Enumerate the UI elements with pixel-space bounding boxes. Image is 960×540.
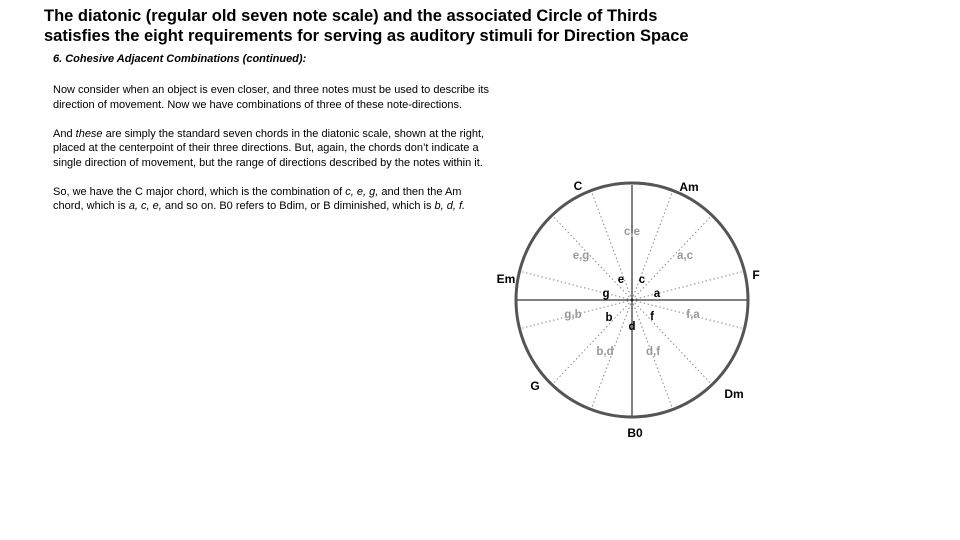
- pair-label-df: d,f: [645, 346, 661, 358]
- note-label-c: c: [638, 274, 646, 286]
- chord-label-dm: Dm: [724, 387, 744, 401]
- paragraph-3-part-c: and then the Am chord, which is: [53, 185, 462, 212]
- paragraph-3-notes-ace: a, c, e,: [128, 200, 162, 212]
- title-line-1: The diatonic (regular old seven note scale) and the associated Circle of Thirds: [44, 7, 658, 25]
- note-label-f: f: [650, 311, 654, 323]
- radial-line: [591, 190, 632, 300]
- pair-label-ce: c,e: [624, 226, 640, 238]
- section-heading: 6. Cohesive Adjacent Combinations (continued):: [53, 53, 307, 65]
- pair-label-bd: b,d: [596, 346, 614, 358]
- paragraph-2-part-c: are simply the standard seven chords in the diatonic scale, shown at the right, placed at the centerpoint of their three directions. But, again, the chords don’t indicate a single direction of movement, but the range of directions described by the notes within it.: [53, 127, 485, 169]
- pair-label-ac: a,c: [677, 250, 693, 262]
- note-label-b: b: [605, 312, 613, 324]
- chord-label-am: Am: [679, 180, 699, 194]
- title-line-2: satisfies the eight requirements for serving as auditory stimuli for Direction Space: [44, 27, 689, 45]
- radial-line: [632, 300, 712, 385]
- radial-line: [632, 272, 743, 301]
- pair-label-eg: e,g: [572, 250, 590, 262]
- chord-label-b0: B0: [627, 426, 643, 440]
- chord-label-c: C: [573, 179, 583, 193]
- note-label-a: a: [653, 288, 661, 300]
- paragraph-3-part-e: and so on. B0 refers to Bdim, or B diminished, which is: [161, 200, 435, 212]
- chord-label-em: Em: [496, 272, 516, 286]
- note-label-d: d: [628, 321, 636, 333]
- paragraph-3-notes-ceg: c, e, g,: [345, 185, 379, 198]
- radial-line: [521, 272, 632, 301]
- pair-label-gb: g,b: [564, 309, 582, 321]
- note-label-e: e: [617, 274, 625, 286]
- chord-label-g: G: [530, 379, 540, 393]
- note-label-g: g: [602, 288, 610, 300]
- radial-line: [552, 215, 632, 300]
- chord-label-f: F: [752, 268, 760, 282]
- paragraph-3-notes-bdf: b, d, f.: [434, 200, 466, 212]
- paragraph-3-part-a: So, we have the C major chord, which is the combination of: [53, 185, 346, 198]
- paragraph-2-part-a: And: [53, 127, 76, 140]
- pair-label-fa: f,a: [686, 309, 700, 321]
- paragraph-1: Now consider when an object is even closer, and three notes must be used to describe its direction of movement. Now we have combinations of three of these note-directions.: [53, 84, 489, 111]
- paragraph-2-emphasis: these: [75, 127, 103, 140]
- radial-line: [632, 215, 712, 300]
